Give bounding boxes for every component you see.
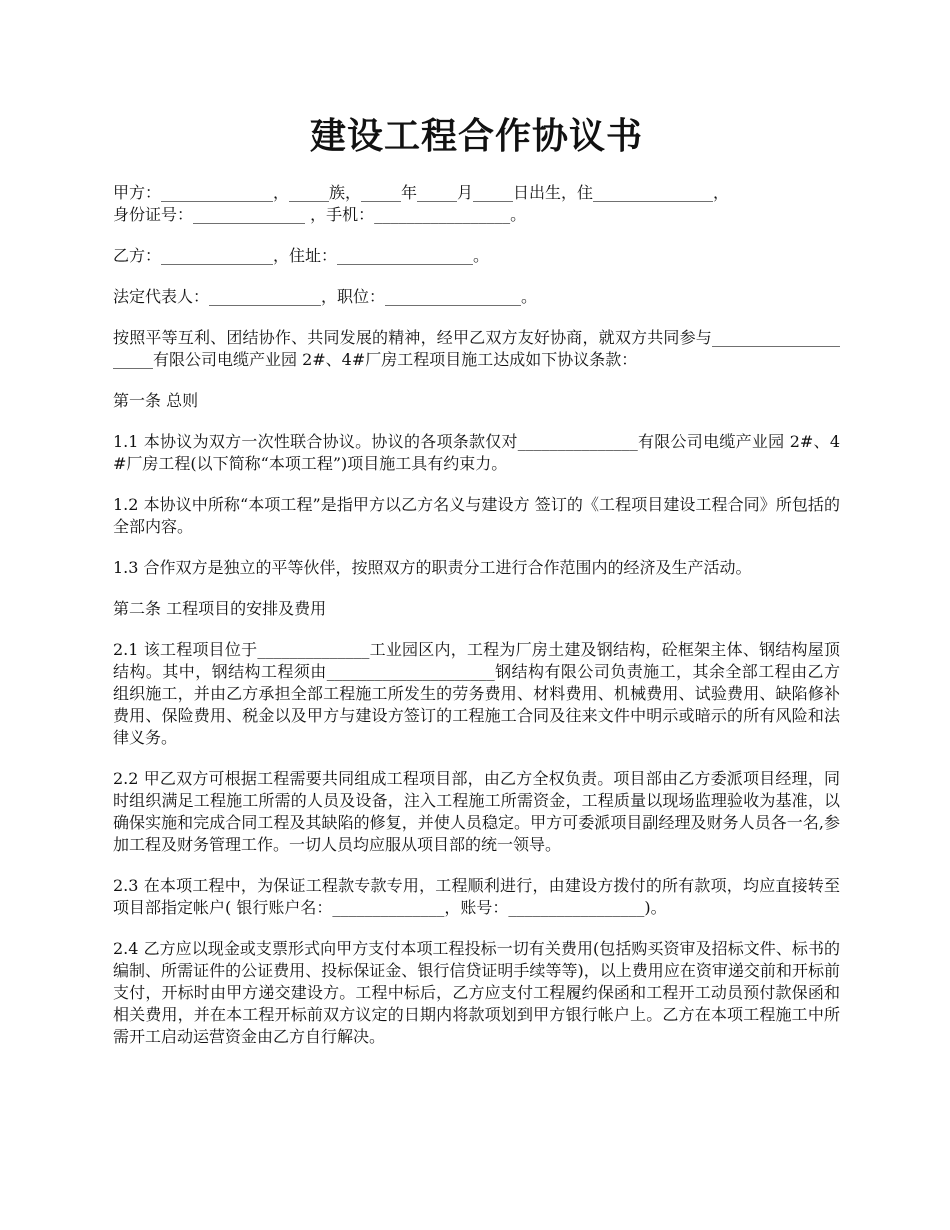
clause-1-1: 1.1 本协议为双方一次性联合协议。协议的各项条款仅对_______________有限公司电缆产业园 2#、4#厂房工程(以下简称“本项工程”)项目施工具有约束力。 [113, 432, 840, 473]
document-body [113, 182, 840, 1048]
clause-2-1: 2.1 该工程项目位于______________工业园区内，工程为厂房土建及钢结构，砼框架主体、钢结构屋顶结构。其中，钢结构工程须由_____________________钢结构有限公司负责施工，其余全部工程由乙方组织施工，并由乙方承担全部工程施工所发生的劳务费用、材料费用、机械费用、试验费用、缺陷修补费用、保险费用、税金以及甲方与建设方签订的工程施工合同及往来文件中明示或暗示的所有风险和法律义务。 [113, 640, 840, 747]
article-1-heading: 第一条 总则 [113, 391, 199, 410]
document-page [113, 0, 840, 1067]
clause-2-2: 2.2 甲乙双方可根据工程需要共同组成工程项目部，由乙方全权负责。项目部由乙方委派项目经理，同时组织满足工程施工所需的人员及设备，注入工程施工所需资金，工程质量以现场监理验收为基准，以确保实施和完成合同工程及其缺陷的修复，并使人员稳定。甲方可委派项目副经理及财务人员各一名,参加工程及财务管理工作。一切人员均应服从项目部的统一领导。 [113, 769, 840, 854]
clause-2-4: 2.4 乙方应以现金或支票形式向甲方支付本项工程投标一切有关费用(包括购买资审及招标文件、标书的编制、所需证件的公证费用、投标保证金、银行信贷证明手续等等)，以上费用应在资审递交前和开标前支付，开标时由甲方递交建设方。工程中标后，乙方应支付工程履约保函和工程开工动员预付款保函和相关费用，并在本工程开标前双方议定的日期内将款项划到甲方银行帐户上。乙方在本项工程施工中所需开工启动运营资金由乙方自行解决。 [113, 939, 840, 1046]
clause-1-2: 1.2 本协议中所称“本项工程”是指甲方以乙方名义与建设方 签订的《工程项目建设工程合同》所包括的全部内容。 [113, 495, 840, 536]
legal-representative: 法定代表人：______________，职位：_________________。 [113, 287, 538, 306]
party-b: 乙方：______________，住址：_________________。 [113, 246, 490, 265]
document-title: 建设工程合作协议书 [309, 116, 643, 157]
clause-2-3: 2.3 在本项工程中，为保证工程款专款专用，工程顺利进行，由建设方拨付的所有款项，均应直接转至项目部指定帐户( 银行账户名：______________，账号：_________________)。 [113, 876, 840, 917]
party-a-line2: 身份证号：______________ ，手机：_________________。 [113, 205, 527, 224]
article-2-heading: 第二条 工程项目的安排及费用 [113, 599, 327, 618]
clause-1-3: 1.3 合作双方是独立的平等伙伴，按照双方的职责分工进行合作范围内的经济及生产活动。 [113, 558, 752, 577]
party-a-line1: 甲方：______________，_____族，_____年_____月_____日出生，住_______________， [113, 183, 730, 202]
preamble-paragraph: 按照平等互利、团结协作、共同发展的精神，经甲乙双方友好协商，就双方共同参与_____________________有限公司电缆产业园 2#、4#厂房工程项目施工达成如下协议条款： [113, 328, 840, 369]
